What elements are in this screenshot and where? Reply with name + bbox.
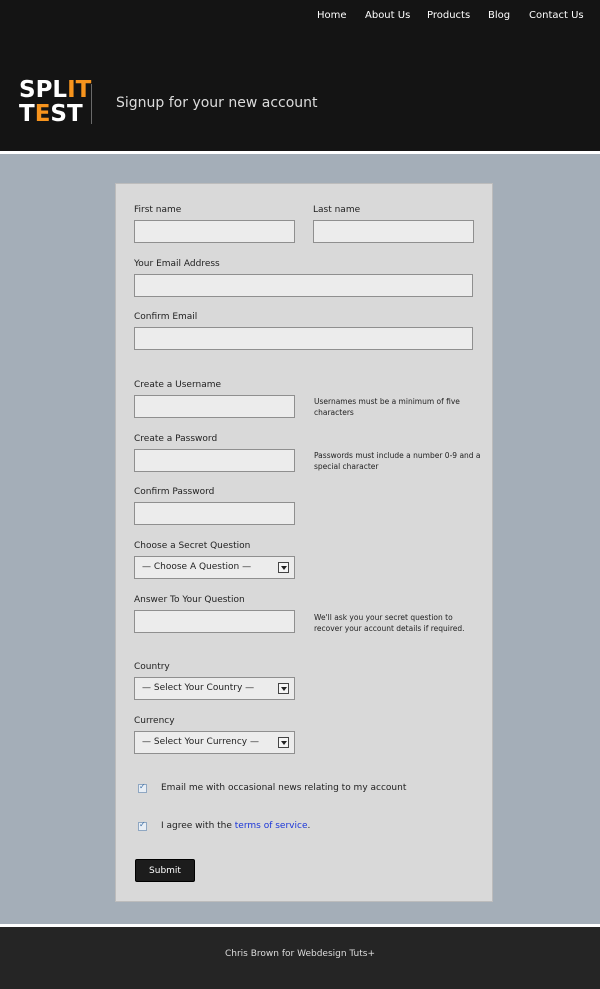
submit-button[interactable]: Submit bbox=[135, 859, 195, 882]
username-hint: Usernames must be a minimum of five characters bbox=[314, 397, 460, 417]
confirm-email-label: Confirm Email bbox=[134, 312, 198, 322]
logo-line-2 bbox=[19, 103, 91, 127]
footer-credit: Chris Brown for Webdesign Tuts+ bbox=[224, 949, 376, 959]
chevron-down-icon bbox=[278, 562, 289, 573]
terms-of-service-link[interactable]: terms of service bbox=[234, 821, 308, 831]
nav-home[interactable]: Home bbox=[317, 10, 347, 21]
first-name-label: First name bbox=[134, 205, 182, 215]
nav-products[interactable]: Products bbox=[427, 10, 471, 21]
site-header bbox=[0, 0, 600, 154]
page-title: Signup for your new account bbox=[116, 95, 318, 111]
last-name-input[interactable] bbox=[313, 220, 474, 243]
logo-split: SPL bbox=[19, 77, 68, 103]
password-label: Create a Password bbox=[134, 434, 218, 444]
password-input[interactable] bbox=[134, 449, 295, 472]
nav-about-us[interactable]: About Us bbox=[365, 10, 411, 21]
secret-question-select[interactable] bbox=[134, 556, 295, 579]
logo-t1: T bbox=[19, 101, 35, 127]
news-checkbox-label: Email me with occasional news relating to my account bbox=[161, 783, 407, 793]
first-name-input[interactable] bbox=[134, 220, 295, 243]
country-label: Country bbox=[134, 662, 170, 672]
chevron-down-icon bbox=[278, 683, 289, 694]
username-input[interactable] bbox=[134, 395, 295, 418]
answer-label: Answer To Your Question bbox=[134, 595, 245, 605]
logo[interactable] bbox=[19, 79, 91, 127]
confirm-password-label: Confirm Password bbox=[134, 487, 215, 497]
email-input[interactable] bbox=[134, 274, 473, 297]
country-value: — Select Your Country — bbox=[142, 683, 255, 693]
logo-line-1 bbox=[19, 79, 91, 103]
nav-blog[interactable]: Blog bbox=[488, 10, 511, 21]
secret-question-value: — Choose A Question — bbox=[142, 562, 252, 572]
currency-label: Currency bbox=[134, 716, 175, 726]
terms-checkbox[interactable] bbox=[138, 822, 147, 831]
signup-form bbox=[115, 183, 493, 902]
header-divider bbox=[91, 84, 92, 124]
answer-input[interactable] bbox=[134, 610, 295, 633]
answer-hint: We'll ask you your secret question to recover your account details if required. bbox=[314, 613, 465, 633]
confirm-password-input[interactable] bbox=[134, 502, 295, 525]
terms-prefix: I agree with the bbox=[161, 821, 235, 831]
terms-checkbox-label bbox=[161, 821, 310, 831]
country-select[interactable] bbox=[134, 677, 295, 700]
secret-question-label: Choose a Secret Question bbox=[134, 541, 251, 551]
logo-e: E bbox=[34, 101, 51, 127]
last-name-label: Last name bbox=[313, 205, 361, 215]
currency-value: — Select Your Currency — bbox=[142, 737, 259, 747]
currency-select[interactable] bbox=[134, 731, 295, 754]
logo-it: IT bbox=[67, 77, 92, 103]
logo-st: ST bbox=[50, 101, 83, 127]
site-footer bbox=[0, 924, 600, 989]
email-label: Your Email Address bbox=[134, 259, 220, 269]
chevron-down-icon bbox=[278, 737, 289, 748]
terms-suffix: . bbox=[307, 821, 311, 831]
password-hint: Passwords must include a number 0-9 and a special character bbox=[314, 451, 481, 471]
username-label: Create a Username bbox=[134, 380, 222, 390]
confirm-email-input[interactable] bbox=[134, 327, 473, 350]
nav-contact-us[interactable]: Contact Us bbox=[529, 10, 584, 21]
news-checkbox[interactable] bbox=[138, 784, 147, 793]
